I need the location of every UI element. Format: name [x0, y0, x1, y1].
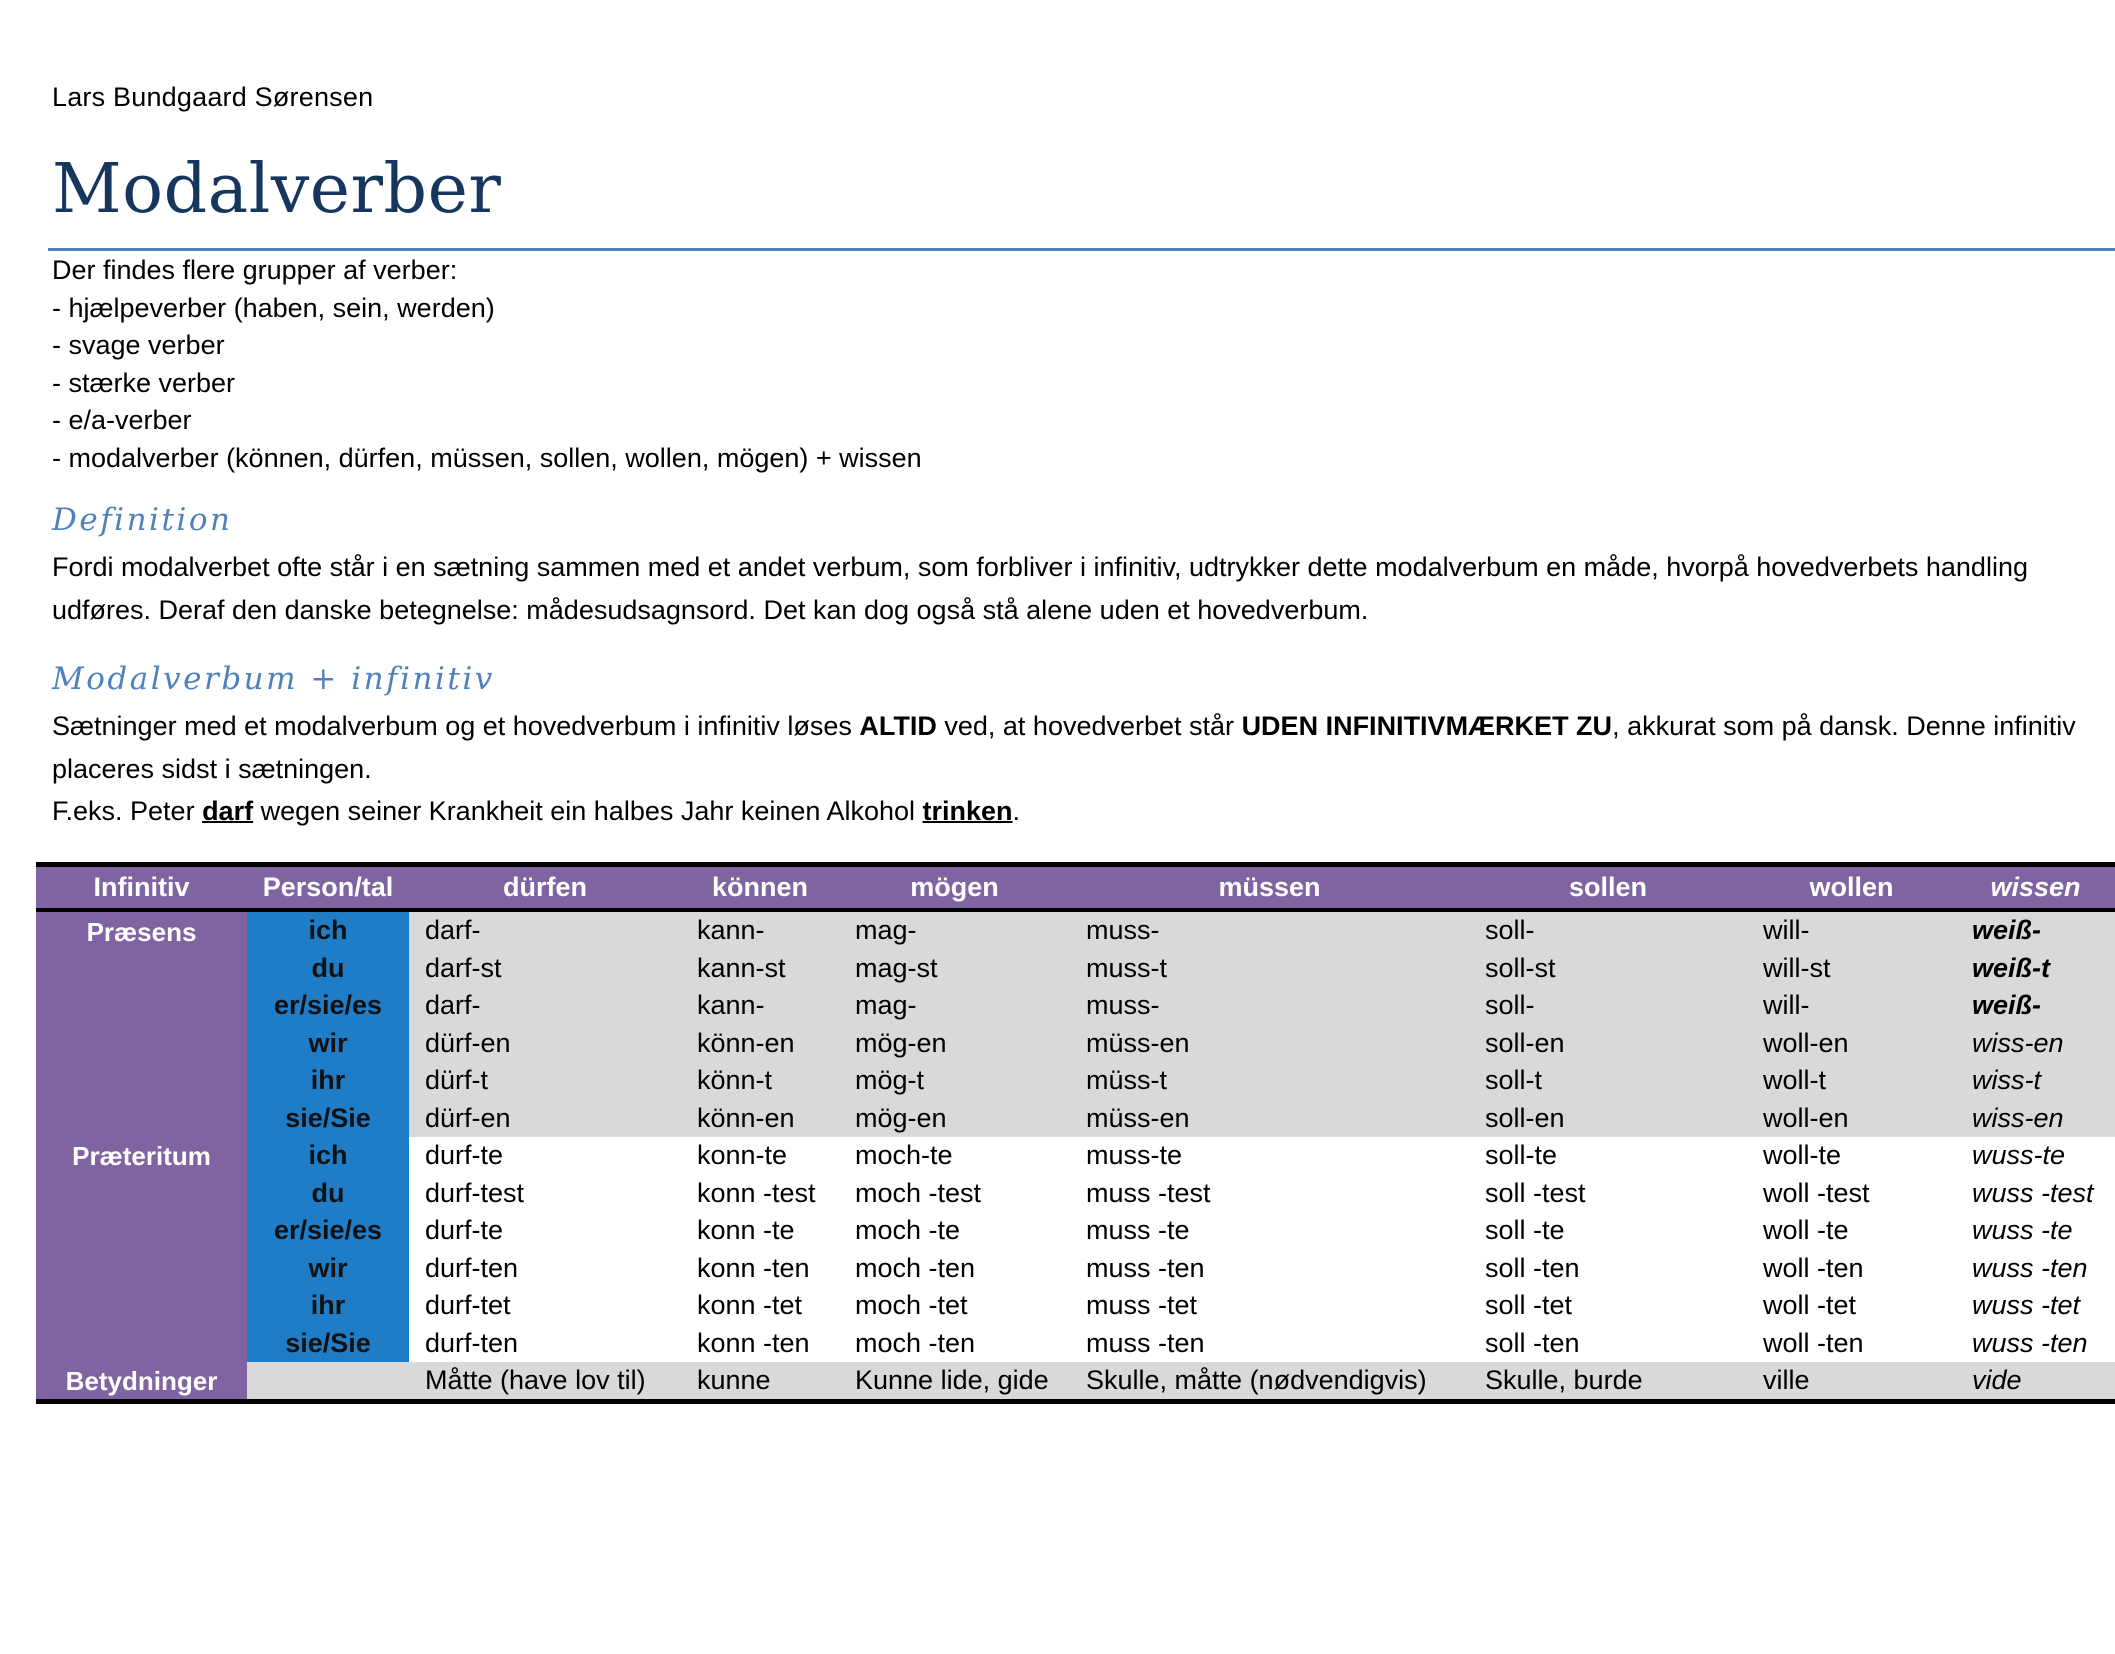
cell-praesens-mussen: muss-t: [1086, 952, 1167, 983]
cell-praeteritum-wissen: wuss -ten: [1972, 1327, 2088, 1358]
cell-praeteritum-durfen: durf-te: [425, 1140, 504, 1170]
row-label-praeteritum: Præteritum: [72, 1141, 211, 1171]
cell-praesens-mussen: muss-: [1086, 990, 1160, 1020]
cell-praesens-mogen: mag-: [855, 915, 917, 945]
header-mogen: mögen: [910, 872, 999, 902]
text-run: ved, at hovedverbet står: [936, 711, 1242, 741]
cell-praesens-sollen: soll-: [1485, 915, 1535, 945]
cell-praesens-durfen: darf-st: [425, 952, 502, 983]
infinitiv-paragraph: [52, 705, 2076, 833]
cell-praeteritum-mogen: moch -ten: [855, 1327, 976, 1358]
cell-praeteritum-mogen: moch-te: [855, 1140, 953, 1170]
cell-praesens-mussen: müss-en: [1086, 1027, 1190, 1058]
row-label-betydninger: Betydninger: [65, 1366, 218, 1396]
cell-praeteritum-wollen: woll -ten: [1763, 1252, 1864, 1283]
text-run: wegen seiner Krankheit ein halbes Jahr keinen Alkohol: [253, 796, 923, 826]
cell-praeteritum-wollen: woll -te: [1763, 1215, 1849, 1245]
emphasis-zu: UDEN INFINITIVMÆRKET ZU: [1241, 711, 1613, 741]
cell-praesens-durfen: dürf-en: [425, 1027, 511, 1058]
cell-praesens-wissen: weiß-t: [1972, 952, 2050, 983]
person-ihr: ihr: [310, 1065, 346, 1095]
cell-praesens-durfen: darf-: [425, 915, 481, 945]
infinitiv-heading: Modalverbum + infinitiv: [52, 661, 495, 697]
cell-praesens-konnen: kann-st: [697, 952, 786, 983]
infinitiv-line-2: placeres sidst i sætningen.: [52, 753, 372, 784]
cell-praeteritum-wollen: woll-te: [1763, 1140, 1842, 1170]
cell-praeteritum-sollen: soll -ten: [1485, 1327, 1580, 1358]
cell-praesens-sollen: soll-t: [1485, 1065, 1543, 1095]
cell-praesens-wollen: woll-t: [1763, 1065, 1827, 1095]
cell-betydning-konnen: kunne: [697, 1365, 771, 1395]
cell-praesens-durfen: darf-: [425, 990, 481, 1020]
header-durfen: dürfen: [503, 872, 587, 902]
cell-praesens-wissen: wiss-en: [1972, 1102, 2064, 1133]
praesens-band: [409, 912, 2115, 1137]
person-ihr: ihr: [310, 1290, 346, 1320]
cell-praesens-mussen: muss-: [1086, 915, 1160, 945]
cell-praeteritum-durfen: durf-tet: [425, 1290, 511, 1320]
cell-praeteritum-mogen: moch -tet: [855, 1290, 968, 1320]
person-er-sie/es: er/sie/es: [273, 1215, 383, 1245]
person-er-sie/es: er/sie/es: [273, 990, 383, 1020]
cell-praesens-durfen: dürf-en: [425, 1102, 511, 1133]
table-bottom-rule: [36, 1399, 2115, 1404]
person-du: du: [311, 1177, 345, 1208]
cell-praesens-konnen: könn-en: [697, 1027, 795, 1058]
cell-praeteritum-durfen: durf-test: [425, 1177, 525, 1208]
cell-praesens-wollen: woll-en: [1763, 1027, 1849, 1058]
cell-praesens-konnen: kann-: [697, 915, 765, 945]
cell-praesens-wissen: wiss-en: [1972, 1027, 2064, 1058]
cell-praesens-sollen: soll-en: [1485, 1102, 1565, 1133]
definition-line: Fordi modalverbet ofte står i en sætning sammen med et andet verbum, som forbliver i infinitiv, udtrykker dette modalverbum en måde, hvorpå hovedverbets handling: [52, 552, 2028, 582]
person-column-empty: [247, 1362, 409, 1399]
cell-praesens-mogen: mag-: [855, 990, 917, 1020]
title-underline: [48, 248, 2115, 251]
cell-praeteritum-konnen: konn -ten: [697, 1252, 810, 1283]
cell-praesens-wollen: will-st: [1763, 952, 1831, 983]
cell-praesens-mussen: müss-en: [1086, 1102, 1190, 1133]
intro-line: - modalverber (können, dürfen, müssen, sollen, wollen, mögen) + wissen: [52, 442, 922, 473]
example-main-verb: trinken: [922, 796, 1013, 826]
cell-praeteritum-konnen: konn-te: [697, 1140, 788, 1170]
cell-praeteritum-mussen: muss-te: [1086, 1140, 1183, 1170]
cell-praeteritum-wissen: wuss -te: [1972, 1215, 2073, 1245]
cell-praeteritum-mussen: muss -ten: [1086, 1252, 1205, 1283]
cell-praeteritum-sollen: soll -ten: [1485, 1252, 1580, 1283]
definition-heading: Definition: [52, 502, 233, 538]
cell-praeteritum-mogen: moch -ten: [855, 1252, 976, 1283]
cell-praeteritum-mussen: muss -tet: [1086, 1290, 1198, 1320]
cell-betydning-durfen: Måtte (have lov til): [425, 1365, 646, 1395]
cell-praeteritum-wissen: wuss -ten: [1972, 1252, 2088, 1283]
cell-praesens-mogen: mag-st: [855, 952, 938, 983]
cell-praesens-mogen: mög-t: [855, 1065, 925, 1095]
infinitiv-line-1: [52, 705, 2076, 748]
person-du: du: [311, 952, 345, 983]
header-infinitiv: Infinitiv: [93, 872, 190, 902]
example-modal-verb: darf: [202, 796, 254, 826]
person-sie-sie: sie/Sie: [285, 1102, 371, 1133]
cell-praesens-wollen: woll-en: [1763, 1102, 1849, 1133]
cell-praesens-mussen: müss-t: [1086, 1065, 1167, 1095]
text-run: .: [1012, 796, 1021, 826]
header-mussen: müssen: [1218, 872, 1321, 902]
cell-praeteritum-konnen: konn -te: [697, 1215, 795, 1245]
person-ich: ich: [308, 1140, 348, 1170]
header-person: Person/tal: [262, 872, 394, 902]
cell-praeteritum-wollen: woll -ten: [1763, 1327, 1864, 1358]
cell-praeteritum-konnen: konn -test: [697, 1177, 816, 1208]
person-ich: ich: [308, 915, 348, 945]
cell-praeteritum-wissen: wuss -test: [1972, 1177, 2094, 1208]
cell-praesens-wollen: will-: [1763, 990, 1810, 1020]
cell-praeteritum-konnen: konn -ten: [697, 1327, 810, 1358]
person-sie-sie: sie/Sie: [285, 1327, 371, 1358]
text-run: F.eks. Peter: [52, 796, 203, 826]
row-label-praesens: Præsens: [86, 917, 197, 947]
cell-praeteritum-sollen: soll -te: [1485, 1215, 1565, 1245]
cell-praesens-konnen: könn-en: [697, 1102, 795, 1133]
cell-praeteritum-sollen: soll -test: [1485, 1177, 1586, 1208]
cell-praesens-wollen: will-: [1763, 915, 1810, 945]
cell-praeteritum-wollen: woll -test: [1763, 1177, 1870, 1208]
cell-praeteritum-durfen: durf-te: [425, 1215, 504, 1245]
cell-praeteritum-konnen: konn -tet: [697, 1290, 803, 1320]
page-title: Modalverber: [52, 150, 502, 229]
text-run: , akkurat som på dansk. Denne infinitiv: [1612, 711, 2076, 741]
cell-praesens-sollen: soll-en: [1485, 1027, 1565, 1058]
cell-praesens-konnen: könn-t: [697, 1065, 773, 1095]
cell-praesens-mogen: mög-en: [855, 1102, 947, 1133]
cell-praesens-mogen: mög-en: [855, 1027, 947, 1058]
cell-praesens-wissen: weiß-: [1972, 915, 2042, 945]
header-wissen: wissen: [1990, 872, 2081, 902]
cell-praesens-durfen: dürf-t: [425, 1065, 489, 1095]
cell-praeteritum-mussen: muss -te: [1086, 1215, 1190, 1245]
cell-betydning-mussen: Skulle, måtte (nødvendigvis): [1086, 1365, 1427, 1395]
intro-line: Der findes flere grupper af verber:: [52, 255, 458, 285]
intro-line: - hjælpeverber (haben, sein, werden): [52, 292, 495, 323]
cell-praeteritum-durfen: durf-ten: [425, 1327, 519, 1358]
cell-praeteritum-mogen: moch -test: [855, 1177, 982, 1208]
person-wir: wir: [308, 1252, 348, 1283]
cell-praeteritum-mussen: muss -test: [1086, 1177, 1211, 1208]
cell-praeteritum-mussen: muss -ten: [1086, 1327, 1205, 1358]
cell-praeteritum-wissen: wuss-te: [1972, 1140, 2066, 1170]
cell-betydning-wissen: vide: [1972, 1365, 2022, 1395]
text-run: Sætninger med et modalverbum og et hovedverbum i infinitiv løses: [52, 711, 860, 741]
header-sollen: sollen: [1568, 872, 1648, 902]
cell-praesens-wissen: weiß-: [1972, 990, 2042, 1020]
emphasis-altid: ALTID: [859, 711, 937, 741]
person-wir: wir: [308, 1027, 348, 1058]
intro-list: [52, 252, 922, 477]
header-konnen: können: [711, 872, 808, 902]
intro-line: - svage verber: [52, 330, 225, 360]
example-line: [52, 790, 2076, 833]
cell-praeteritum-sollen: soll-te: [1485, 1140, 1558, 1170]
intro-line: - stærke verber: [52, 367, 236, 398]
cell-praeteritum-durfen: durf-ten: [425, 1252, 519, 1283]
cell-betydning-sollen: Skulle, burde: [1485, 1365, 1643, 1395]
cell-praesens-sollen: soll-: [1485, 990, 1535, 1020]
cell-praesens-konnen: kann-: [697, 990, 765, 1020]
definition-line: udføres. Deraf den danske betegnelse: mådesudsagnsord. Det kan dog også stå alene uden et hovedverbum.: [52, 594, 1369, 625]
header-wollen: wollen: [1809, 872, 1894, 902]
cell-praesens-wissen: wiss-t: [1972, 1065, 2041, 1095]
definition-paragraph: [52, 546, 2028, 631]
cell-betydning-mogen: Kunne lide, gide: [855, 1365, 1049, 1395]
intro-line: - e/a-verber: [52, 405, 192, 435]
author-name: Lars Bundgaard Sørensen: [52, 82, 374, 112]
cell-praeteritum-mogen: moch -te: [855, 1215, 961, 1245]
cell-praeteritum-sollen: soll -tet: [1485, 1290, 1573, 1320]
cell-praesens-sollen: soll-st: [1485, 952, 1556, 983]
cell-praeteritum-wissen: wuss -tet: [1972, 1290, 2081, 1320]
cell-betydning-wollen: ville: [1763, 1365, 1810, 1395]
cell-praeteritum-wollen: woll -tet: [1763, 1290, 1857, 1320]
